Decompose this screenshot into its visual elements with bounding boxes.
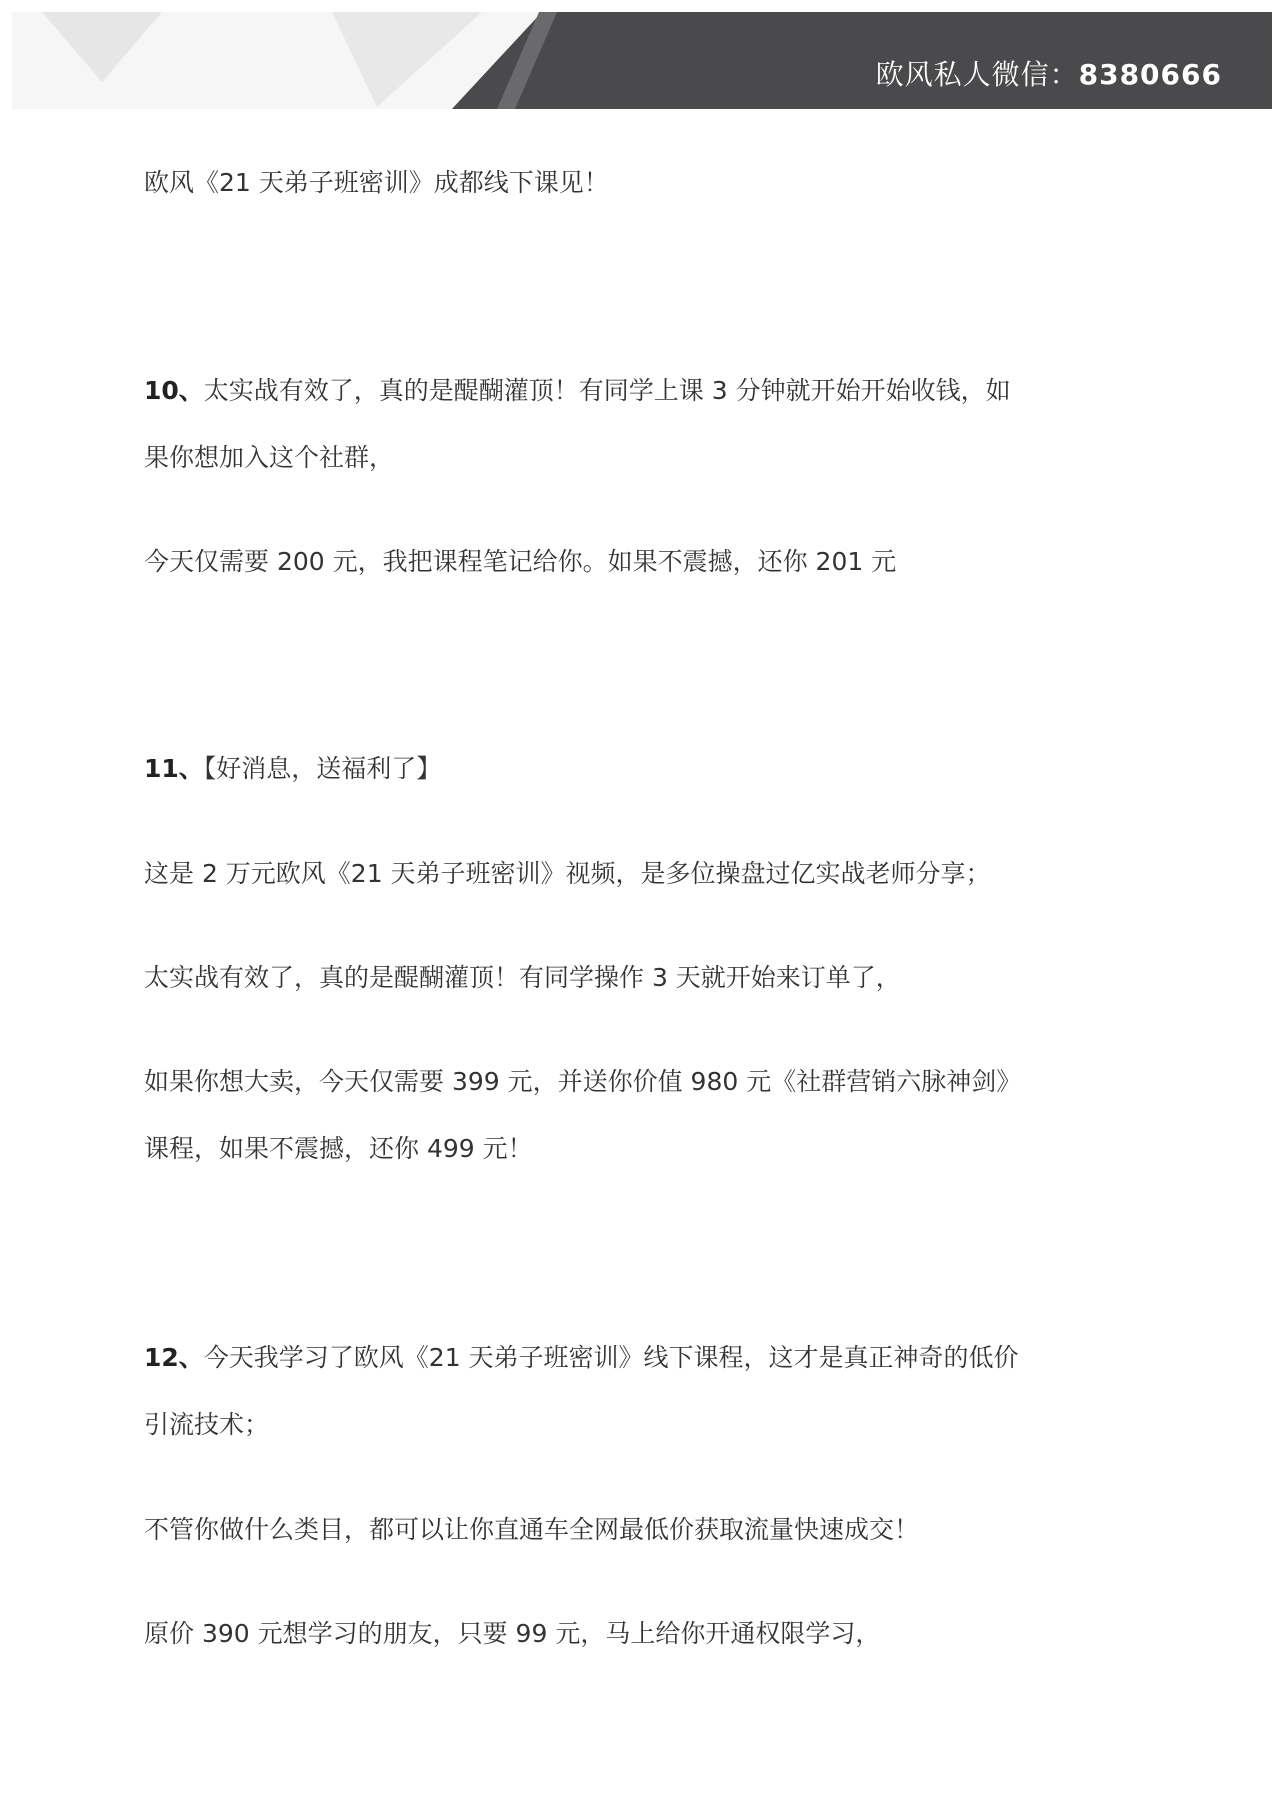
text-line: 原价 390 元想学习的朋友，只要 99 元，马上给你开通权限学习， — [144, 1619, 881, 1648]
text-line: 今天仅需要 200 元，我把课程笔记给你。如果不震撼，还你 201 元 — [144, 547, 897, 576]
text-line: 课程，如果不震撼，还你 499 元！ — [144, 1134, 533, 1163]
item-number: 12、 — [144, 1343, 204, 1372]
text-line: 这是 2 万元欧风《21 天弟子班密训》视频，是多位操盘过亿实战老师分享； — [144, 859, 991, 888]
contact-number: 8380666 — [1078, 58, 1222, 91]
text-line: 引流技术； — [144, 1410, 270, 1439]
header-banner — [12, 12, 1272, 109]
item-text: 【好消息，送福利了】 — [203, 754, 442, 783]
item-number: 10、 — [144, 376, 204, 405]
text-line — [144, 1341, 1019, 1375]
text-line: 如果你想大卖，今天仅需要 399 元，并送你价值 980 元《社群营销六脉神剑》 — [144, 1067, 1022, 1096]
header-contact — [876, 58, 1222, 92]
text-line — [144, 374, 1011, 408]
contact-label: 欧风私人微信： — [875, 58, 1079, 91]
item-number: 11、 — [144, 754, 204, 783]
item-text: 今天我学习了欧风《21 天弟子班密训》线下课程，这才是真正神奇的低价 — [203, 1343, 1019, 1372]
text-line — [144, 752, 441, 786]
text-line: 不管你做什么类目，都可以让你直通车全网最低价获取流量快速成交！ — [144, 1515, 920, 1544]
text-line: 欧风《21 天弟子班密训》成都线下课见！ — [144, 168, 609, 197]
text-line: 太实战有效了，真的是醍醐灌顶！有同学操作 3 天就开始来订单了， — [144, 963, 901, 992]
text-line: 果你想加入这个社群， — [144, 443, 395, 472]
item-text: 太实战有效了，真的是醍醐灌顶！有同学上课 3 分钟就开始开始收钱，如 — [203, 376, 1011, 405]
